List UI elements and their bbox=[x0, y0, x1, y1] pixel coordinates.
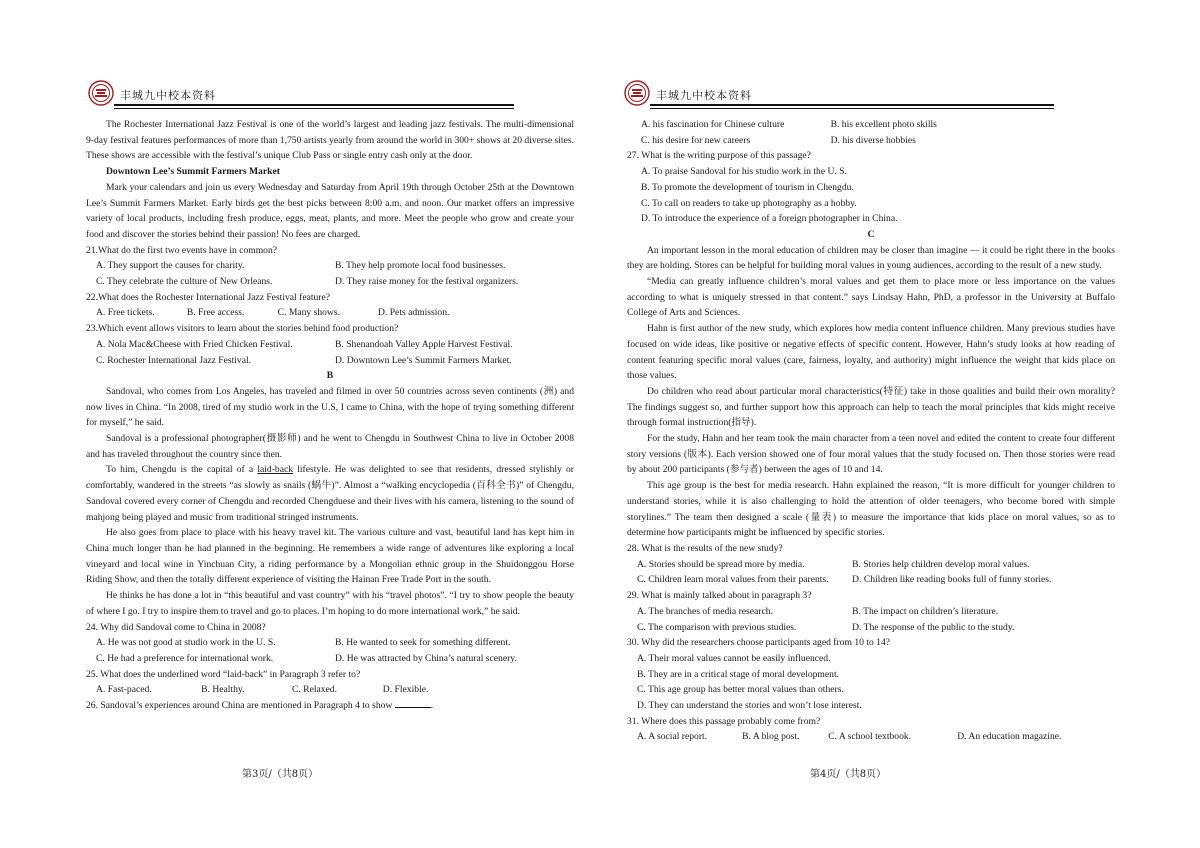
header-title: 丰城九中校本资料 bbox=[120, 89, 216, 102]
question-29: 29. What is mainly talked about in paragraph 3? bbox=[627, 590, 812, 602]
header-rule-thin bbox=[650, 108, 1054, 109]
page-header bbox=[624, 80, 1054, 110]
option: B. his excellent photo skills bbox=[830, 119, 937, 130]
options-23 bbox=[86, 353, 574, 369]
paragraph: For the study, Hahn and her team took the main character from a teen novel and edited the content to create four different story versions (版本). Each version showed one of four moral values that the study focused on. Then those stories were read by about 200 participants (参与者) between the ages of 10 and 14. bbox=[627, 433, 1115, 476]
option: A. To praise Sandoval for his studio work in the U. S. bbox=[641, 166, 847, 178]
option: C. Children learn moral values from their parents. bbox=[637, 574, 829, 586]
option: D. They raise money for the festival organizers. bbox=[335, 276, 519, 288]
option: D. Pets admission. bbox=[378, 307, 450, 319]
option: A. The branches of media research. bbox=[637, 605, 773, 617]
options-24 bbox=[86, 651, 574, 667]
school-logo-icon bbox=[624, 80, 650, 106]
option: A. Free tickets. bbox=[96, 307, 155, 319]
options-26 bbox=[627, 117, 1115, 133]
underlined-word: laid-back bbox=[257, 464, 294, 476]
section-label-c: C bbox=[867, 228, 875, 240]
event-heading: Downtown Lee’s Summit Farmers Market bbox=[106, 166, 280, 178]
option: B. They help promote local food businesses. bbox=[335, 260, 506, 272]
option: D. The response of the public to the study. bbox=[852, 621, 1015, 633]
option: A. his fascination for Chinese culture bbox=[641, 119, 785, 130]
page-footer: 第4页/（共8页） bbox=[810, 769, 887, 780]
paragraph: An important lesson in the moral education of children may be closer than imagine — it could be right there in the books they are holding. Stores can be helpful for building moral values in young audiences, according to the result of a new study. bbox=[627, 244, 1115, 272]
left-content bbox=[86, 117, 574, 714]
question-22: 22.What does the Rochester International Jazz Festival feature? bbox=[86, 291, 331, 303]
option: D. Downtown Lee’s Summit Farmers Market. bbox=[335, 354, 512, 366]
question-28: 28. What is the results of the new study? bbox=[627, 542, 783, 554]
option: B. He wanted to seek for something different. bbox=[335, 637, 511, 649]
option: C. To call on readers to take up photography as a hobby. bbox=[641, 197, 857, 209]
option: A. Nola Mac&Cheese with Fried Chicken Festival. bbox=[96, 338, 293, 350]
option: D. To introduce the experience of a foreign photographer in China. bbox=[641, 213, 898, 225]
options-29 bbox=[627, 604, 1115, 620]
option: A. Their moral values cannot be easily influenced. bbox=[637, 652, 831, 664]
paragraph bbox=[86, 462, 574, 525]
question-31: 31. Where does this passage probably come from? bbox=[627, 715, 821, 727]
option: B. The impact on children’s literature. bbox=[852, 605, 999, 617]
options-28 bbox=[627, 557, 1115, 573]
paragraph: Hahn is first author of the new study, which explores how media content influence children. Many previous studies have focused on wide ideas, like positive or negative effects of specific content. However, Hahn’s study looks at how reading of content featuring specific moral values (care, fairness, loyalty, and authority) might influence the weight that kids place on those values. bbox=[627, 323, 1115, 382]
options-25 bbox=[86, 682, 574, 698]
option: B. Healthy. bbox=[201, 684, 245, 696]
question-26 bbox=[86, 698, 574, 714]
text: . bbox=[430, 700, 434, 712]
option: D. They can understand the stories and won’t lose interest. bbox=[637, 700, 862, 712]
option: C. He had a preference for international work. bbox=[96, 652, 274, 664]
paragraph: The Rochester International Jazz Festival is one of the world’s largest and leading jazz festivals. The multi-dimensional 9-day festival features performances of more than 1,750 artists yearly from around the world in 300+ shows at 20 diverse sites. These shows are accessible with the festival’s unique Club Pass or single entry cash only at the door. bbox=[86, 119, 574, 162]
option: B. Stories help children develop moral values. bbox=[852, 558, 1030, 570]
option: C. They celebrate the culture of New Orleans. bbox=[96, 276, 273, 288]
header-rule bbox=[114, 104, 514, 106]
options-21 bbox=[86, 258, 574, 274]
paragraph: Sandoval is a professional photographer(摄影师) and he went to Chengdu in Southwest China to live in October 2008 and has traveled throughout the country since then. bbox=[86, 433, 574, 460]
question-24: 24. Why did Sandoval come to China in 2008? bbox=[86, 621, 266, 633]
section-label-b: B bbox=[326, 370, 334, 382]
option: A. Stories should be spread more by media. bbox=[637, 558, 805, 570]
paragraph: Sandoval, who comes from Los Angeles, has traveled and filmed in over 50 countries across seven continents (洲) and now lives in China. “In 2008, tired of my studio work in the U.S, I came to China, with the hope of trying something different for myself,” he said. bbox=[86, 385, 574, 429]
option: B. They are in a critical stage of moral development. bbox=[637, 668, 840, 680]
question-30: 30. Why did the researchers choose participants aged from 10 to 14? bbox=[627, 637, 891, 649]
page-footer: 第3页/（共8页） bbox=[242, 769, 319, 780]
option: B. To promote the development of tourism in Chengdu. bbox=[641, 181, 854, 193]
option: A. Fast-paced. bbox=[96, 684, 152, 696]
option: B. A blog post. bbox=[742, 731, 800, 743]
option: C. Rochester International Jazz Festival. bbox=[96, 354, 252, 366]
option: D. He was attracted by China’s natural scenery. bbox=[335, 652, 517, 664]
text: lifestyle. He was delighted to see that residents, dressed stylishly or comfortably, wandered in the streets “as slowly as snails (蜗牛)”. Almost a “walking encyclopedia (百科全书)” of Chengdu, Sandoval covered every corner of Chengdu and recorded Chengduese and their lives with his camera, listening to the sound of mahjong being played and music from traditional stringed instruments. bbox=[86, 464, 574, 523]
question-21: 21.What do the first two events have in common? bbox=[86, 244, 278, 256]
options-26 bbox=[627, 133, 1115, 149]
paragraph: This age group is the best for media research. Hahn explained the reason, “It is more difficult for younger children to understand stories, while it is also challenging to hold the attention of older teenagers, who become bored with simple storylines.” The team then designed a scale (量表) to measure the importance that kids place on moral values, so as to determine how participants might be influenced by specific stories. bbox=[627, 480, 1115, 539]
option: C. The comparison with previous studies. bbox=[637, 621, 797, 633]
option: A. They support the causes for charity. bbox=[96, 260, 245, 272]
question-23: 23.Which event allows visitors to learn about the stories behind food production? bbox=[86, 323, 399, 335]
text: 26. Sandoval’s experiences around China are mentioned in Paragraph 4 to show bbox=[86, 700, 393, 712]
option: D. An education magazine. bbox=[957, 731, 1062, 743]
option: A. He was not good at studio work in the U. S. bbox=[96, 637, 276, 649]
option: D. Flexible. bbox=[382, 684, 429, 696]
question-25: 25. What does the underlined word “laid-back” in Paragraph 3 refer to? bbox=[86, 668, 361, 680]
options-29 bbox=[627, 620, 1115, 636]
option: B. Shenandoah Valley Apple Harvest Festival. bbox=[335, 338, 513, 350]
header-title: 丰城九中校本资料 bbox=[656, 89, 752, 102]
option: C. This age group has better moral values than others. bbox=[637, 684, 844, 696]
question-27: 27. What is the writing purpose of this passage? bbox=[627, 150, 811, 162]
options-31 bbox=[627, 729, 1115, 745]
option: C. his desire for new careers bbox=[641, 134, 751, 146]
header-rule bbox=[650, 104, 1054, 106]
right-content bbox=[627, 117, 1115, 745]
paragraph: “Media can greatly influence children’s moral values and get them to place more or less importance on the values according to what is uniquely stressed in that content.” says Lindsay Hahn, PhD, a professor in the University at Buffalo College of Arts and Sciences. bbox=[627, 276, 1115, 319]
option: B. Free access. bbox=[186, 307, 245, 319]
options-28 bbox=[627, 572, 1115, 588]
paragraph: He thinks he has done a lot in “this beautiful and vast country” with his “travel photos”. “I try to show people the beauty of where I go. I try to inspire them to travel and go to places. I’m hoping to do more international work,” he said. bbox=[86, 590, 574, 617]
options-24 bbox=[86, 635, 574, 651]
header-rule-thin bbox=[114, 108, 514, 109]
options-23 bbox=[86, 337, 574, 353]
answer-blank bbox=[395, 698, 431, 708]
paragraph: He also goes from place to place with his heavy travel kit. The various culture and vast, beautiful land has kept him in China much longer than he had planned in the beginning. He remembers a wide range of adventures like exploring a local vineyard and local wine in Yinchuan City, a riding performance by a Mongolian ethnic group in the Shuidonggou Horse Riding Show, and then the totally different experience of visiting the Hainan Free Trade Port in the south. bbox=[86, 527, 574, 586]
option: D. Children like reading books full of funny stories. bbox=[852, 574, 1052, 586]
paragraph: Mark your calendars and join us every Wednesday and Saturday from April 19th through October 25th at the Downtown Lee’s Summit Farmers Market. Early birds get the best picks between 8:00 a.m. and noon. Our market offers an impressive variety of local products, including fresh produce, eggs, meat, plants, and more. Meet the people who grow and create your food and discover the stories behind their passion! No fees are charged. bbox=[86, 181, 574, 240]
option: C. Many shows. bbox=[277, 307, 340, 319]
right-page bbox=[600, 0, 1200, 848]
text: To him, Chengdu is the capital of a bbox=[106, 464, 258, 476]
options-21 bbox=[86, 274, 574, 290]
option: C. A school textbook. bbox=[828, 731, 912, 743]
school-logo-icon bbox=[88, 80, 114, 106]
option: C. Relaxed. bbox=[291, 684, 337, 696]
options-22 bbox=[86, 305, 574, 321]
option: A. A social report. bbox=[637, 731, 708, 743]
option: D. his diverse hobbies bbox=[830, 134, 916, 146]
paragraph: Do children who read about particular moral characteristics(特征) take in those qualities and build their own morality? The findings suggest so, and further support how this approach can help to teach the moral principles that kids might receive through formal instruction(指导). bbox=[627, 385, 1115, 429]
page-header bbox=[88, 80, 514, 110]
